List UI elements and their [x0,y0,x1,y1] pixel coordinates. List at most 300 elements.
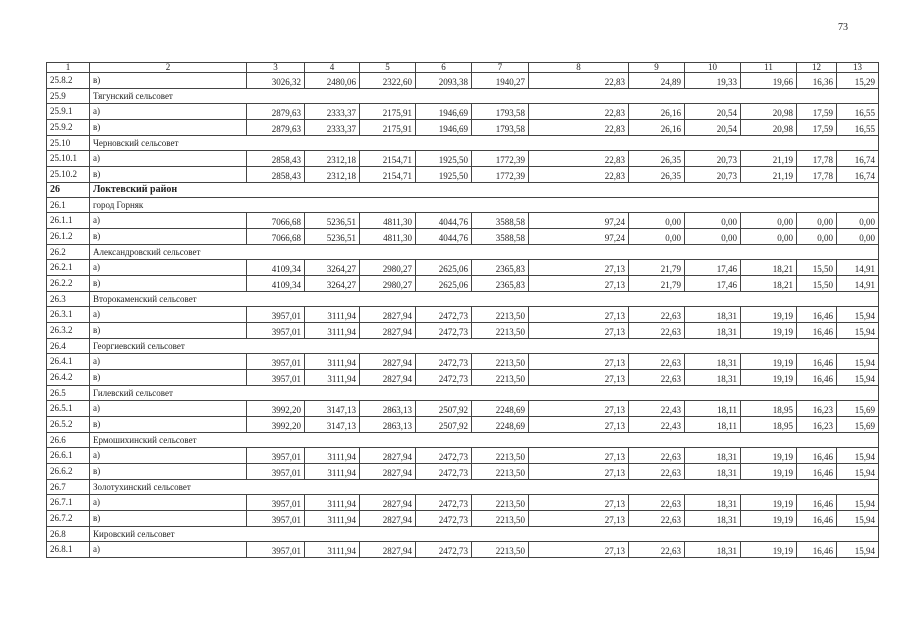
cell-value: 1925,50 [416,151,472,167]
table-row [47,73,879,89]
cell-value: 3111,94 [305,542,360,558]
row-label: а) [90,542,247,558]
cell-value: 2213,50 [472,448,529,464]
cell-value: 15,94 [837,448,879,464]
row-label: Ермошихинский сельсовет [90,433,879,448]
cell-value: 1793,58 [472,120,529,136]
row-code: 26.4.1 [47,354,90,370]
cell-value: 19,19 [741,542,797,558]
table-row [47,229,879,245]
column-header: 3 [247,63,305,73]
cell-value: 0,00 [837,213,879,229]
cell-value: 22,83 [529,120,629,136]
row-label: в) [90,464,247,480]
cell-value: 16,36 [797,73,837,89]
row-code: 26.7.2 [47,511,90,527]
cell-value: 15,50 [797,276,837,292]
row-label: в) [90,120,247,136]
cell-value: 4044,76 [416,213,472,229]
cell-value: 0,00 [629,229,685,245]
cell-value: 18,31 [685,370,741,386]
cell-value: 16,55 [837,120,879,136]
cell-value: 15,94 [837,464,879,480]
row-code: 26.6.2 [47,464,90,480]
cell-value: 3111,94 [305,370,360,386]
cell-value: 2827,94 [360,370,416,386]
cell-value: 22,63 [629,323,685,339]
cell-value: 18,95 [741,417,797,433]
row-code: 25.10.1 [47,151,90,167]
cell-value: 2213,50 [472,495,529,511]
row-code: 25.10.2 [47,167,90,183]
data-table [46,62,879,558]
row-label: а) [90,151,247,167]
cell-value: 2333,37 [305,104,360,120]
cell-value: 16,74 [837,167,879,183]
cell-value: 2248,69 [472,417,529,433]
table-body [47,73,879,558]
cell-value: 16,74 [837,151,879,167]
column-header: 1 [47,63,90,73]
table-row [47,307,879,323]
cell-value: 20,54 [685,104,741,120]
column-header: 2 [90,63,247,73]
cell-value: 0,00 [685,213,741,229]
cell-value: 0,00 [797,213,837,229]
cell-value: 3111,94 [305,464,360,480]
cell-value: 18,31 [685,542,741,558]
cell-value: 2213,50 [472,464,529,480]
cell-value: 18,31 [685,323,741,339]
cell-value: 2093,38 [416,73,472,89]
row-code: 26.6.1 [47,448,90,464]
row-label: Гилевский сельсовет [90,386,879,401]
cell-value: 2175,91 [360,120,416,136]
row-label: в) [90,417,247,433]
cell-value: 3957,01 [247,448,305,464]
cell-value: 17,46 [685,260,741,276]
cell-value: 18,21 [741,276,797,292]
cell-value: 16,46 [797,495,837,511]
cell-value: 5236,51 [305,229,360,245]
table-row [47,167,879,183]
row-label: в) [90,229,247,245]
cell-value: 22,63 [629,370,685,386]
cell-value: 2472,73 [416,323,472,339]
row-code: 26.2.2 [47,276,90,292]
cell-value: 22,83 [529,167,629,183]
cell-value: 22,63 [629,495,685,511]
section-header-row [47,292,879,307]
cell-value: 3992,20 [247,401,305,417]
cell-value: 2980,27 [360,276,416,292]
section-header-row [47,339,879,354]
row-label: в) [90,167,247,183]
cell-value: 27,13 [529,448,629,464]
cell-value: 15,29 [837,73,879,89]
cell-value: 15,94 [837,307,879,323]
row-label: в) [90,370,247,386]
cell-value: 3588,58 [472,213,529,229]
cell-value: 22,63 [629,307,685,323]
cell-value: 18,11 [685,401,741,417]
cell-value: 24,89 [629,73,685,89]
cell-value: 2154,71 [360,151,416,167]
row-label: в) [90,73,247,89]
cell-value: 15,94 [837,370,879,386]
row-code: 25.9.1 [47,104,90,120]
row-code: 26.8 [47,527,90,542]
cell-value: 18,11 [685,417,741,433]
column-header-row [47,63,879,73]
row-label: а) [90,354,247,370]
section-header-row [47,245,879,260]
column-header: 5 [360,63,416,73]
cell-value: 27,13 [529,354,629,370]
cell-value: 2472,73 [416,307,472,323]
table-row [47,511,879,527]
cell-value: 19,66 [741,73,797,89]
cell-value: 2472,73 [416,511,472,527]
cell-value: 26,16 [629,104,685,120]
cell-value: 2213,50 [472,307,529,323]
row-code: 26.4.2 [47,370,90,386]
cell-value: 1793,58 [472,104,529,120]
cell-value: 2827,94 [360,511,416,527]
cell-value: 2213,50 [472,354,529,370]
cell-value: 16,46 [797,542,837,558]
cell-value: 3111,94 [305,354,360,370]
row-code: 25.9 [47,89,90,104]
cell-value: 27,13 [529,511,629,527]
section-header-row [47,198,879,213]
cell-value: 1925,50 [416,167,472,183]
column-header: 13 [837,63,879,73]
table-row [47,354,879,370]
cell-value: 16,46 [797,354,837,370]
row-code: 26.5.1 [47,401,90,417]
section-header-row [47,480,879,495]
cell-value: 3111,94 [305,511,360,527]
cell-value: 2827,94 [360,464,416,480]
cell-value: 27,13 [529,276,629,292]
cell-value: 2858,43 [247,151,305,167]
cell-value: 17,46 [685,276,741,292]
cell-value: 2879,63 [247,120,305,136]
cell-value: 15,94 [837,542,879,558]
cell-value: 2863,13 [360,401,416,417]
cell-value: 2472,73 [416,370,472,386]
cell-value: 2827,94 [360,495,416,511]
cell-value: 16,46 [797,448,837,464]
column-header: 10 [685,63,741,73]
cell-value: 19,19 [741,511,797,527]
cell-value: 3588,58 [472,229,529,245]
cell-value: 22,63 [629,448,685,464]
row-code: 26.5.2 [47,417,90,433]
cell-value: 2980,27 [360,260,416,276]
cell-value: 15,69 [837,401,879,417]
cell-value: 20,73 [685,151,741,167]
cell-value: 7066,68 [247,213,305,229]
table-row [47,370,879,386]
cell-value: 18,31 [685,511,741,527]
column-header: 4 [305,63,360,73]
row-label: город Горняк [90,198,879,213]
cell-value: 15,94 [837,511,879,527]
cell-value: 4811,30 [360,229,416,245]
cell-value: 17,78 [797,167,837,183]
table-row [47,417,879,433]
column-header: 9 [629,63,685,73]
cell-value: 19,19 [741,448,797,464]
cell-value: 3957,01 [247,511,305,527]
cell-value: 15,94 [837,323,879,339]
cell-value: 4811,30 [360,213,416,229]
cell-value: 16,23 [797,417,837,433]
cell-value: 1772,39 [472,151,529,167]
cell-value: 2365,83 [472,276,529,292]
table-row [47,151,879,167]
cell-value: 2625,06 [416,276,472,292]
cell-value: 2322,60 [360,73,416,89]
cell-value: 18,31 [685,448,741,464]
cell-value: 3957,01 [247,542,305,558]
cell-value: 21,79 [629,260,685,276]
cell-value: 4044,76 [416,229,472,245]
cell-value: 18,95 [741,401,797,417]
cell-value: 4109,34 [247,260,305,276]
cell-value: 15,94 [837,354,879,370]
cell-value: 3264,27 [305,276,360,292]
cell-value: 2213,50 [472,370,529,386]
column-header: 6 [416,63,472,73]
cell-value: 18,31 [685,354,741,370]
cell-value: 3957,01 [247,323,305,339]
cell-value: 15,69 [837,417,879,433]
cell-value: 3147,13 [305,401,360,417]
cell-value: 0,00 [741,229,797,245]
cell-value: 3957,01 [247,354,305,370]
cell-value: 2365,83 [472,260,529,276]
cell-value: 2472,73 [416,464,472,480]
cell-value: 20,98 [741,120,797,136]
row-code: 26.5 [47,386,90,401]
cell-value: 3264,27 [305,260,360,276]
row-label: Локтевский район [90,183,879,198]
row-code: 26.4 [47,339,90,354]
cell-value: 1946,69 [416,120,472,136]
district-header-row [47,183,879,198]
cell-value: 19,19 [741,307,797,323]
table-row [47,401,879,417]
row-code: 26.8.1 [47,542,90,558]
cell-value: 2827,94 [360,307,416,323]
cell-value: 3111,94 [305,323,360,339]
cell-value: 2312,18 [305,151,360,167]
cell-value: 3026,32 [247,73,305,89]
cell-value: 16,55 [837,104,879,120]
cell-value: 22,63 [629,542,685,558]
cell-value: 0,00 [629,213,685,229]
cell-value: 19,19 [741,354,797,370]
column-header: 11 [741,63,797,73]
row-code: 26 [47,183,90,198]
row-label: в) [90,276,247,292]
cell-value: 3957,01 [247,495,305,511]
cell-value: 2333,37 [305,120,360,136]
cell-value: 2213,50 [472,511,529,527]
cell-value: 2472,73 [416,448,472,464]
cell-value: 16,46 [797,370,837,386]
cell-value: 17,78 [797,151,837,167]
row-label: Тягунский сельсовет [90,89,879,104]
cell-value: 17,59 [797,120,837,136]
row-code: 26.1.2 [47,229,90,245]
cell-value: 2863,13 [360,417,416,433]
cell-value: 20,73 [685,167,741,183]
cell-value: 0,00 [685,229,741,245]
table-row [47,120,879,136]
cell-value: 1946,69 [416,104,472,120]
cell-value: 20,98 [741,104,797,120]
cell-value: 7066,68 [247,229,305,245]
cell-value: 2154,71 [360,167,416,183]
cell-value: 19,19 [741,464,797,480]
column-header: 8 [529,63,629,73]
table-row [47,495,879,511]
cell-value: 21,19 [741,167,797,183]
cell-value: 27,13 [529,307,629,323]
cell-value: 3957,01 [247,307,305,323]
cell-value: 3111,94 [305,448,360,464]
cell-value: 20,54 [685,120,741,136]
table-row [47,542,879,558]
cell-value: 0,00 [741,213,797,229]
row-label: Александровский сельсовет [90,245,879,260]
cell-value: 3111,94 [305,307,360,323]
table-row [47,213,879,229]
cell-value: 2827,94 [360,354,416,370]
table-row [47,464,879,480]
row-code: 26.3.2 [47,323,90,339]
row-label: а) [90,401,247,417]
cell-value: 18,31 [685,307,741,323]
cell-value: 14,91 [837,276,879,292]
cell-value: 26,16 [629,120,685,136]
table-row [47,448,879,464]
cell-value: 22,43 [629,417,685,433]
cell-value: 21,79 [629,276,685,292]
cell-value: 27,13 [529,542,629,558]
row-label: Второкаменский сельсовет [90,292,879,307]
row-label: в) [90,511,247,527]
row-code: 25.9.2 [47,120,90,136]
cell-value: 16,46 [797,511,837,527]
table-row [47,276,879,292]
cell-value: 19,19 [741,370,797,386]
page-number: 73 [838,22,848,33]
cell-value: 2827,94 [360,448,416,464]
cell-value: 27,13 [529,323,629,339]
row-code: 26.7 [47,480,90,495]
cell-value: 0,00 [797,229,837,245]
row-code: 25.8.2 [47,73,90,89]
cell-value: 5236,51 [305,213,360,229]
cell-value: 22,63 [629,511,685,527]
row-label: а) [90,213,247,229]
row-code: 26.1.1 [47,213,90,229]
section-header-row [47,433,879,448]
cell-value: 22,43 [629,401,685,417]
row-code: 26.3 [47,292,90,307]
column-header: 12 [797,63,837,73]
cell-value: 1940,27 [472,73,529,89]
cell-value: 22,83 [529,104,629,120]
cell-value: 17,59 [797,104,837,120]
cell-value: 22,63 [629,464,685,480]
row-code: 26.1 [47,198,90,213]
cell-value: 27,13 [529,464,629,480]
cell-value: 26,35 [629,151,685,167]
table-row [47,323,879,339]
row-label: а) [90,307,247,323]
cell-value: 97,24 [529,213,629,229]
cell-value: 22,63 [629,354,685,370]
cell-value: 2507,92 [416,417,472,433]
cell-value: 2480,06 [305,73,360,89]
cell-value: 3957,01 [247,370,305,386]
cell-value: 21,19 [741,151,797,167]
cell-value: 0,00 [837,229,879,245]
cell-value: 27,13 [529,401,629,417]
row-label: а) [90,495,247,511]
cell-value: 3147,13 [305,417,360,433]
cell-value: 2858,43 [247,167,305,183]
column-header: 7 [472,63,529,73]
section-header-row [47,527,879,542]
row-label: Золотухинский сельсовет [90,480,879,495]
table-row [47,104,879,120]
cell-value: 26,35 [629,167,685,183]
cell-value: 22,83 [529,151,629,167]
cell-value: 14,91 [837,260,879,276]
cell-value: 2879,63 [247,104,305,120]
row-code: 26.6 [47,433,90,448]
cell-value: 27,13 [529,370,629,386]
cell-value: 27,13 [529,417,629,433]
section-header-row [47,386,879,401]
row-label: Кировский сельсовет [90,527,879,542]
row-code: 25.10 [47,136,90,151]
cell-value: 19,33 [685,73,741,89]
row-code: 26.7.1 [47,495,90,511]
cell-value: 27,13 [529,495,629,511]
table-row [47,260,879,276]
cell-value: 3111,94 [305,495,360,511]
cell-value: 2472,73 [416,495,472,511]
row-label: а) [90,260,247,276]
cell-value: 16,46 [797,307,837,323]
row-code: 26.3.1 [47,307,90,323]
cell-value: 4109,34 [247,276,305,292]
cell-value: 1772,39 [472,167,529,183]
cell-value: 2175,91 [360,104,416,120]
row-label: в) [90,323,247,339]
cell-value: 97,24 [529,229,629,245]
cell-value: 2507,92 [416,401,472,417]
cell-value: 2472,73 [416,542,472,558]
